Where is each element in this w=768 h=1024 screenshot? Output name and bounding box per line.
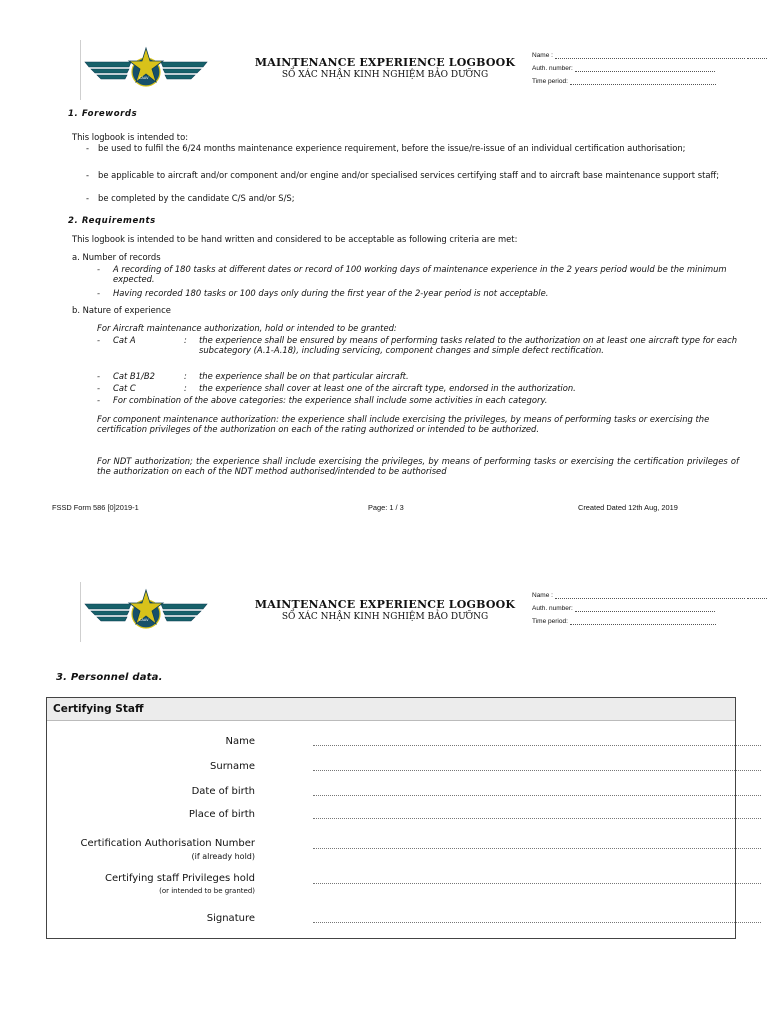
cat-b-text: the experience shall be on that particular aircraft. — [199, 371, 409, 381]
period-dotted-line[interactable] — [570, 618, 716, 625]
certifying-staff-title: Certifying Staff — [53, 703, 144, 715]
field-cert-auth-sub: (if already hold) — [191, 852, 255, 861]
component-paragraph: For component maintenance authorization: the experience shall include exercising the privileges, by means of performing tasks or exercising the certification privileges of the authorization on each of the rating authorized or intended to be authorized. — [97, 414, 710, 435]
header-meta — [532, 586, 768, 625]
meta-period-label: Time period: — [532, 78, 568, 85]
b-intro: For Aircraft maintenance authorization, hold or intended to be granted: — [97, 323, 397, 333]
cat-c-name: Cat C — [113, 383, 136, 393]
field-surname-label: Surname — [210, 761, 255, 772]
s1-bullet-2 — [86, 170, 738, 180]
field-signature-line[interactable] — [313, 922, 761, 923]
logbook-subtitle: SỔ XÁC NHẬN KINH NGHIỆM BẢO DƯỠNG — [281, 70, 489, 80]
field-name-line[interactable] — [313, 745, 761, 746]
cat-b-row — [97, 371, 739, 381]
cat-c-sep: : — [184, 383, 187, 393]
field-privileges-sub: (or intended to be granted) — [159, 887, 255, 895]
footer-page-number: Page: 1 / 3 — [368, 503, 404, 512]
subsection-b-title: b. Nature of experience — [72, 305, 171, 315]
meta-name-row — [532, 46, 768, 59]
field-signature-label: Signature — [206, 913, 255, 924]
a-bullet-1 — [97, 264, 739, 285]
field-name-label: Name — [225, 736, 255, 747]
meta-period-row — [532, 72, 768, 85]
section-3-title: 3. Personnel data. — [56, 672, 163, 683]
ndt-paragraph: For NDT authorization; the experience shall include exercising the privileges, by means of performing tasks or exercising the certification privileges of the authorization on each of the NDT method authorised/intended to be authorised — [97, 456, 739, 477]
logbook-title: MAINTENANCE EXPERIENCE LOGBOOK — [254, 56, 516, 69]
name-dotted-line-ext — [747, 592, 768, 599]
field-dob-line[interactable] — [313, 795, 761, 796]
combo-text: For combination of the above categories: the experience shall include some activities in each category. — [113, 395, 548, 405]
footer-form-number: FSSD Form 586 [0]2019-1 — [52, 503, 139, 512]
name-dotted-line[interactable] — [555, 592, 745, 599]
a-bullet-2 — [97, 288, 739, 298]
meta-name-label: Name : — [532, 592, 553, 599]
bullet-dash: - — [86, 170, 90, 180]
field-pob-label: Place of birth — [188, 809, 255, 820]
field-cert-auth-line[interactable] — [313, 848, 761, 849]
field-privileges-line[interactable] — [313, 883, 761, 884]
page-2-header — [0, 580, 768, 660]
auth-dotted-line[interactable] — [575, 65, 715, 72]
header-meta — [532, 46, 768, 85]
footer-created-date: Created Dated 12th Aug, 2019 — [578, 503, 678, 512]
section-1-intro: This logbook is intended to: — [72, 132, 189, 142]
field-pob-line[interactable] — [313, 818, 761, 819]
field-surname-line[interactable] — [313, 770, 761, 771]
cat-c-text: the experience shall cover at least one of the aircraft type, endorsed in the authorization. — [199, 383, 576, 393]
certifying-staff-header — [47, 698, 735, 721]
meta-name-label: Name : — [532, 52, 553, 59]
combo-row — [97, 395, 739, 405]
cat-b-sep: : — [184, 371, 187, 381]
bullet-dash: - — [97, 264, 101, 274]
logo-text: CAAV — [139, 76, 149, 80]
bullet-text: A recording of 180 tasks at different dates or record of 100 working days of maintenance experience in the 2 years period would be the minimum expected. — [113, 264, 727, 285]
page-1-header — [0, 38, 768, 118]
cat-a-sep: : — [184, 335, 187, 345]
bullet-dash: - — [86, 193, 90, 203]
cat-a-text: the experience shall be ensured by means of performing tasks related to the authorization on at least one aircraft type for each subcategory (A.1-A.18), including servicing, component changes and simple defect rectification. — [199, 335, 738, 356]
logbook-subtitle: SỔ XÁC NHẬN KINH NGHIỆM BẢO DƯỠNG — [281, 612, 489, 622]
bullet-dash: - — [97, 383, 101, 393]
section-2-intro: This logbook is intended to be hand written and considered to be acceptable as following criteria are met: — [72, 234, 518, 244]
wings-star-emblem-icon — [81, 40, 211, 100]
section-2-title: 2. Requirements — [68, 216, 156, 226]
logbook-title: MAINTENANCE EXPERIENCE LOGBOOK — [254, 598, 516, 611]
caav-logo — [80, 40, 211, 100]
meta-auth-row — [532, 599, 768, 612]
bullet-dash: - — [97, 288, 101, 298]
certifying-staff-box — [46, 697, 736, 939]
bullet-text: be applicable to aircraft and/or component and/or engine and/or specialised services certifying staff and to aircraft base maintenance support staff; — [98, 170, 720, 180]
name-dotted-line-ext — [747, 52, 768, 59]
bullet-dash: - — [97, 395, 101, 405]
bullet-text: be completed by the candidate C/S and/or S/S; — [98, 193, 295, 203]
bullet-dash: - — [97, 371, 101, 381]
bullet-dash: - — [86, 143, 90, 153]
cat-c-row — [97, 383, 739, 393]
name-dotted-line[interactable] — [555, 52, 745, 59]
subsection-a-title: a. Number of records — [72, 252, 161, 262]
s1-bullet-3 — [86, 193, 738, 203]
meta-auth-label: Auth. number: — [532, 65, 573, 72]
auth-dotted-line[interactable] — [575, 605, 715, 612]
meta-period-label: Time period: — [532, 618, 568, 625]
cat-a-name: Cat A — [113, 335, 136, 345]
s1-bullet-1 — [86, 143, 738, 153]
meta-auth-label: Auth. number: — [532, 605, 573, 612]
wings-star-emblem-icon — [81, 582, 211, 642]
cat-a-row — [97, 335, 739, 356]
bullet-text: be used to fulfil the 6/24 months maintenance experience requirement, before the issue/re-issue of an individual certification authorisation; — [98, 143, 686, 153]
meta-period-row — [532, 612, 768, 625]
meta-auth-row — [532, 59, 768, 72]
field-dob-label: Date of birth — [191, 786, 255, 797]
section-1-title: 1. Forewords — [68, 109, 138, 119]
logo-text: CAAV — [139, 618, 149, 622]
field-cert-auth-label: Certification Authorisation Number — [80, 838, 255, 849]
field-privileges-label: Certifying staff Privileges hold — [104, 873, 255, 884]
period-dotted-line[interactable] — [570, 78, 716, 85]
bullet-dash: - — [97, 335, 101, 345]
bullet-text: Having recorded 180 tasks or 100 days only during the first year of the 2-year period is not acceptable. — [113, 288, 549, 298]
cat-b-name: Cat B1/B2 — [113, 371, 155, 381]
caav-logo — [80, 582, 211, 642]
meta-name-row — [532, 586, 768, 599]
